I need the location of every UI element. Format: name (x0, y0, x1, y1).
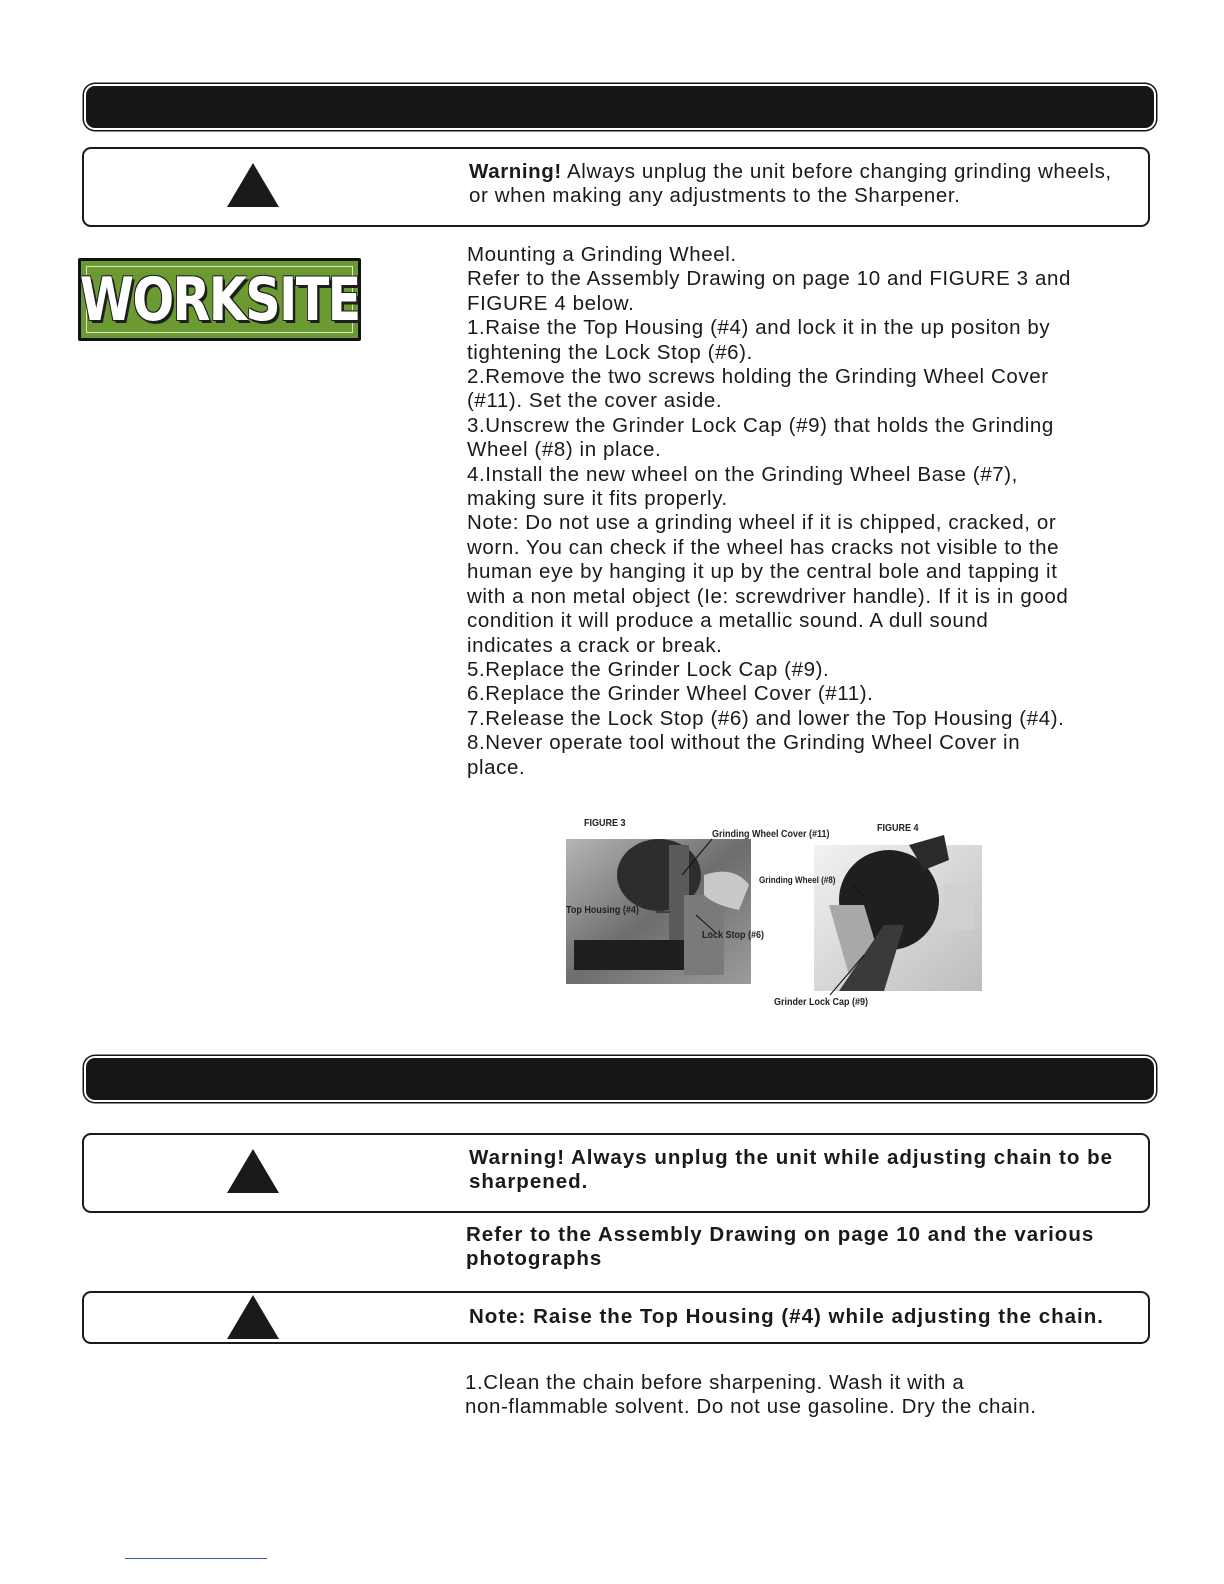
note-text: Note: Raise the Top Housing (#4) while adjusting the chain. (469, 1305, 1104, 1328)
step-clean-chain (465, 1371, 1165, 1420)
instruction-line: 8.Never operate tool without the Grinding Wheel Cover in (467, 731, 1021, 755)
warning-triangle-icon (227, 163, 279, 207)
instruction-line: place. (467, 755, 526, 779)
instruction-line: making sure it fits properly. (467, 487, 728, 511)
instruction-line: tightening the Lock Stop (#6). (467, 340, 753, 364)
instruction-line: FIGURE 4 below. (467, 291, 635, 315)
grinding-wheel-label: Grinding Wheel (#8) (759, 875, 836, 885)
grinder-lock-cap-label: Grinder Lock Cap (#9) (774, 997, 869, 1008)
warning-text (469, 160, 1129, 209)
instruction-line: 1.Raise the Top Housing (#4) and lock it in the up positon by (467, 316, 1051, 340)
refer-text: Refer to the Assembly Drawing on page 10 and the various photographs (466, 1223, 1095, 1271)
warning-box (82, 147, 1150, 227)
mounting-instructions (467, 243, 1167, 780)
instruction-line: non-flammable solvent. Do not use gasoline. Dry the chain. (465, 1395, 1037, 1419)
caution-triangle-icon (227, 1295, 279, 1339)
figure3-base (574, 940, 694, 970)
instruction-line: condition it will produce a metallic sound. A dull sound (467, 609, 989, 633)
instruction-line: 6.Replace the Grinder Wheel Cover (#11). (467, 682, 874, 706)
instruction-line: 1.Clean the chain before sharpening. Wash it with a (465, 1371, 965, 1394)
instruction-line: 3.Unscrew the Grinder Lock Cap (#9) that holds the Grinding (467, 413, 1054, 437)
warning-box (82, 1133, 1150, 1213)
note-box (82, 1291, 1150, 1344)
warning-label: Warning! (469, 160, 562, 183)
lock-stop-label: Lock Stop (#6) (702, 930, 765, 941)
instruction-line: human eye by hanging it up by the central bole and tapping it (467, 560, 1058, 584)
figures-3-4 (564, 815, 984, 1013)
instruction-line: Wheel (#8) in place. (467, 438, 662, 462)
instruction-line: Refer to the Assembly Drawing on page 10 and FIGURE 3 and (467, 267, 1071, 291)
figure3-label: FIGURE 3 (584, 818, 626, 829)
section-header-bar (86, 1058, 1154, 1100)
figure4-label: FIGURE 4 (877, 823, 919, 834)
instruction-line: indicates a crack or break. (467, 633, 723, 657)
instruction-line: 4.Install the new wheel on the Grinding Wheel Base (#7), (467, 462, 1018, 486)
instruction-line: 7.Release the Lock Stop (#6) and lower the Top Housing (#4). (467, 706, 1065, 730)
instruction-line: 5.Replace the Grinder Lock Cap (#9). (467, 657, 830, 681)
instruction-line: (#11). Set the cover aside. (467, 389, 723, 413)
instruction-line: Mounting a Grinding Wheel. (467, 243, 737, 266)
warning-triangle-icon (227, 1149, 279, 1193)
top-housing-label: Top Housing (#4) (566, 905, 639, 916)
worksite-logo (78, 258, 361, 341)
warning-message: Always unplug the unit before changing grinding wheels, or when making any adjustments to the Sharpener. (469, 160, 1112, 208)
instruction-line: with a non metal object (Ie: screwdriver handle). If it is in good (467, 584, 1069, 608)
grinding-wheel-cover-label: Grinding Wheel Cover (#11) (712, 829, 830, 840)
logo-text: WORKSITE (79, 264, 360, 335)
section-header-bar (86, 86, 1154, 128)
instruction-line: worn. You can check if the wheel has cracks not visible to the (467, 535, 1060, 559)
page-link-underline (125, 1558, 267, 1559)
instruction-line: Note: Do not use a grinding wheel if it is chipped, cracked, or (467, 511, 1057, 535)
instruction-line: 2.Remove the two screws holding the Grinding Wheel Cover (467, 365, 1049, 389)
warning-text: Warning! Always unplug the unit while adjusting chain to be sharpened. (469, 1146, 1114, 1194)
